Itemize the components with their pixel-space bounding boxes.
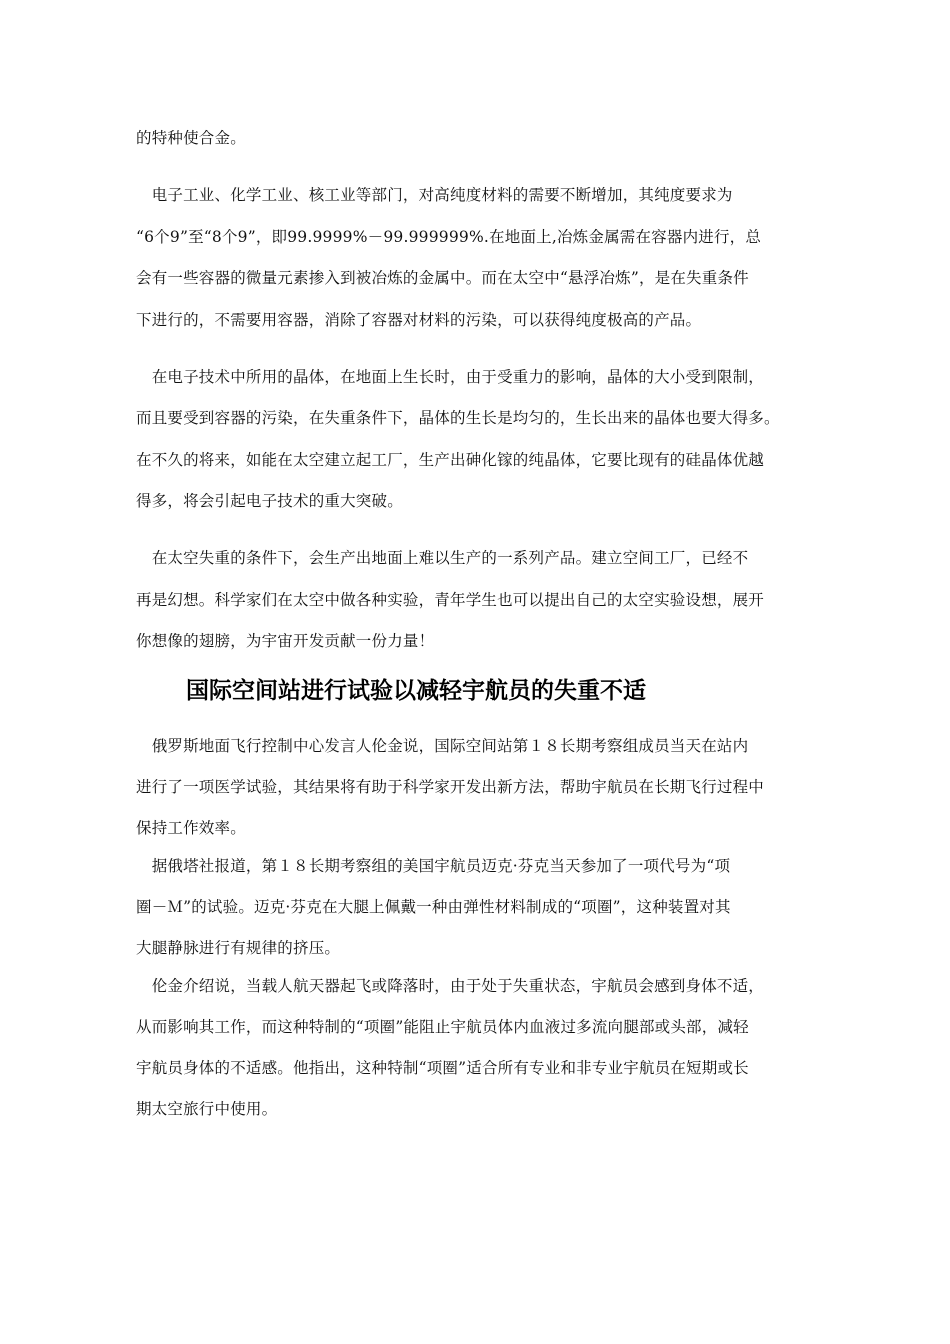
paragraph-line: 在不久的将来，如能在太空建立起工厂，生产出砷化镓的纯晶体，它要比现有的硅晶体优越 xyxy=(136,451,765,469)
paragraph-line: 进行了一项医学试验，其结果将有助于科学家开发出新方法，帮助宇航员在长期飞行过程中 xyxy=(136,778,765,796)
paragraph-line: 电子工业、化学工业、核工业等部门，对高纯度材料的需要不断增加，其纯度要求为 xyxy=(136,186,733,204)
paragraph-line: 期太空旅行中使用。 xyxy=(136,1100,278,1118)
paragraph-line: 俄罗斯地面飞行控制中心发言人伦金说，国际空间站第１８长期考察组成员当天在站内 xyxy=(136,737,749,755)
paragraph-line: 据俄塔社报道，第１８长期考察组的美国宇航员迈克·芬克当天参加了一项代号为“项 xyxy=(136,857,731,875)
paragraph-line: “6个9”至“8个9”，即99.9999%－99.999999%.在地面上,冶炼金属需在容器内进行，总 xyxy=(136,228,762,246)
paragraph-line: 从而影响其工作，而这种特制的“项圈”能阻止宇航员体内血液过多流向腿部或头部，减轻 xyxy=(136,1018,749,1036)
paragraph-line: 得多，将会引起电子技术的重大突破。 xyxy=(136,492,403,510)
paragraph-line: 保持工作效率。 xyxy=(136,819,246,837)
paragraph-line: 大腿静脉进行有规律的挤压。 xyxy=(136,939,341,957)
paragraph-line: 下进行的，不需要用容器，消除了容器对材料的污染，可以获得纯度极高的产品。 xyxy=(136,311,702,329)
section-title: 国际空间站进行试验以减轻宇航员的失重不适 xyxy=(186,678,646,704)
paragraph-line: 再是幻想。科学家们在太空中做各种实验，青年学生也可以提出自己的太空实验设想，展开 xyxy=(136,591,765,609)
paragraph-line: 会有一些容器的微量元素掺入到被冶炼的金属中。而在太空中“悬浮冶炼”，是在失重条件 xyxy=(136,269,749,287)
paragraph-line: 的特种使合金。 xyxy=(136,129,246,147)
paragraph-line: 你想像的翅膀，为宇宙开发贡献一份力量！ xyxy=(136,632,435,650)
paragraph-line: 圈－Ｍ”的试验。迈克·芬克在大腿上佩戴一种由弹性材料制成的“项圈”，这种装置对其 xyxy=(136,898,731,916)
paragraph-line: 宇航员身体的不适感。他指出，这种特制“项圈”适合所有专业和非专业宇航员在短期或长 xyxy=(136,1059,749,1077)
paragraph-line: 在电子技术中所用的晶体，在地面上生长时，由于受重力的影响，晶体的大小受到限制， xyxy=(136,368,765,386)
paragraph-line: 伦金介绍说，当载人航天器起飞或降落时，由于处于失重状态，宇航员会感到身体不适， xyxy=(136,977,765,995)
paragraph-line: 在太空失重的条件下，会生产出地面上难以生产的一系列产品。建立空间工厂，已经不 xyxy=(136,549,749,567)
paragraph-line: 而且要受到容器的污染，在失重条件下，晶体的生长是均匀的，生长出来的晶体也要大得多。 xyxy=(136,409,780,427)
